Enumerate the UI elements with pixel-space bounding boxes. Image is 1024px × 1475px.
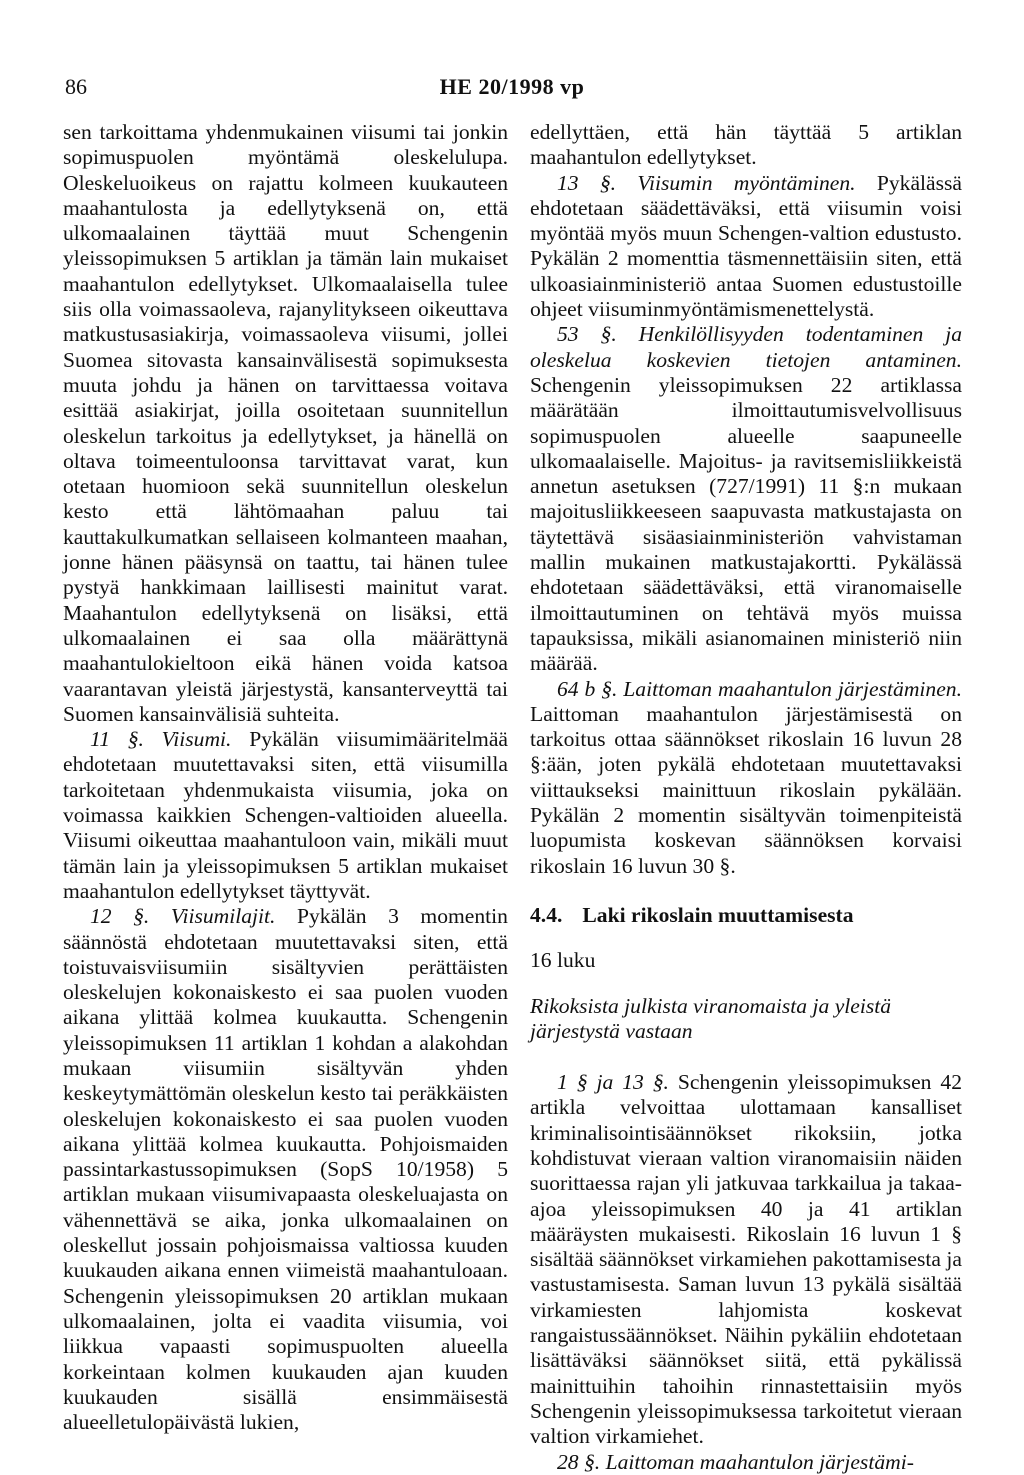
section-title: 13 §. Viisumin myöntäminen. (557, 170, 856, 195)
section-title: 12 §. Viisumilajit. (90, 904, 276, 929)
section-body: Pykälän 3 momentin säännöstä ehdotetaan muutettavaksi siten, että toistuvaisviisumiin sisältyvien perättäisten oleskelujen kokonaiskesto ei saa puolen vuoden aikana ylittää kolmea kuukautta. Schengenin yleissopimuksen 11 artiklan 1 kohdan a alakohdan mukaan viisumiin sisältyvän yhden keskeytymättömän oleskelun kesto tai peräkkäisten oleskelujen kokonaiskesto ei saa puolen vuoden aikana ylittää kolmea kuukautta. Pohjoismaiden passintarkastussopimuksen (SopS 10/1958) 5 artiklan mukaan viisumivapaasta oleskeluajasta on vähennettävä se aika, jonka ulkomaalainen on oleskellut jossain pohjoismaissa valtiossa kuuden kuukauden aikana ennen viimeistä maahantuloaan. Schengenin yleissopimuksen 20 artiklan mukaan ulkomaalainen, jolta ei vaadita viisumia, voi liikkua vapaasti sopimuspuolten alueella korkeintaan kolmen kuukauden ajan kuuden kuukauden sisällä ensimmäisestä alueelletulopäivästä lukien, (63, 904, 508, 1435)
paragraph: edellyttäen, että hän täyttää 5 artiklan maahantulon edellytykset. (530, 120, 962, 170)
section-paragraph (530, 322, 962, 676)
page-number: 86 (65, 74, 87, 99)
section-title: 64 b §. Laittoman maahantulon järjestäminen. (557, 676, 962, 701)
section-paragraph (530, 1070, 962, 1449)
section-title: 1 § ja 13 §. (557, 1070, 669, 1095)
section-body: Schengenin yleissopimuksen 22 artiklassa määrätään ilmoittautumisvelvollisuus sopimuspuolen alueelle saapuneelle ulkomaalaiselle. Majoitus- ja ravitsemisliikkeistä annetun asetuksen (727/1991) 11 §:n mukaan majoitusliikkeeseen saapuvasta matkustajasta on täytettävä sisäasiainministeriön vahvistaman mallin mukainen matkustajakortti. Pykälässä ehdotetaan säädettäväksi, että viranomaiselle ilmoittautuminen on tehtävä myös muissa tapauksissa, mikäli asianomainen ministeriö niin määrää. (530, 372, 962, 676)
section-body: Pykälässä ehdotetaan säädettäväksi, että viisumin voisi myöntää myös muun Schengen-valtion edustusto. Pykälän 2 momenttia täsmennettäisiin siten, että ulkoasiainministeriö antaa Suomen edustustoille ohjeet viisuminmyöntämismenettelystä. (530, 170, 963, 322)
paragraph: sen tarkoittama yhdenmukainen viisumi tai jonkin sopimuspuolen myöntämä oleskelulupa. Oleskeluoikeus on rajattu kolmeen kuukauteen maahantulosta ja edellytyksenä on, että ulkomaalainen täyttää muut Schengenin yleissopimuksen 5 artiklan ja tämän lain mukaiset maahantulon edellytykset. Ulkomaalaisella tulee siis olla voimassaoleva, rajanylitykseen oikeuttava matkustusasiakirja, voimassaoleva viisumi, jollei Suomea sitovasta kansainvälisestä sopimuksesta muuta johdu ja hänen on tarvittaessa voitava esittää asiakirjat, joilla osoitetaan suunnitellun oleskelun tarkoitus ja edellytykset, ja hänellä on oltava toimeentuloonsa tarvittavat varat, kun otetaan huomioon sekä suunnitellun oleskelun kesto että lähtömaahan paluu tai kauttakulkumatkan sellaiseen kolmanteen maahan, jonne hänen pääsynsä on taattu, tai hänen tulee pystyä hankkimaan laillisesti mainitut varat. Maahantulon edellytyksenä on lisäksi, että ulkomaalainen ei saa olla määrättynä maahantulokieltoon eikä hänen voida katsoa vaarantavan yleistä järjestystä, kansanterveyttä tai Suomen kansainvälisiä suhteita. (63, 120, 508, 726)
section-heading (530, 903, 962, 928)
section-title: 28 §. Laittoman maahantulon järjestämi- (557, 1449, 914, 1474)
right-column (530, 120, 962, 1475)
section-paragraph (63, 727, 508, 904)
section-body: Pykälän viisumimääritelmää ehdotetaan muutettavaksi siten, että viisumilla tarkoitetaan yhdenmukaista viisumia, joka on voimassa kaikkien Schengen-valtioiden alueella. Viisumi oikeuttaa maahantuloon vain, mikäli muut tämän lain ja yleissopimuksen 5 artiklan mukaiset maahantulon edellytykset täyttyvät. (63, 727, 508, 903)
section-paragraph (530, 1450, 962, 1475)
section-body: Schengenin yleissopimuksen 42 artikla velvoittaa ulottamaan kansalliset kriminalisointisäännökset rikoksiin, jotka kohdistuvat vieraan valtion viranomaisiin näiden suorittaessa rajan yli jatkuvaa tarkkailua ja takaa-ajoa yleissopimuksen 40 ja 41 artiklan määräysten mukaisesti. Rikoslain 16 luvun 1 § sisältää säännökset virkamiehen pakottamisesta ja vastustamisesta. Saman luvun 13 pykälä sisältää virkamiesten lahjomista koskevat rangaistussäännökset. Näihin pykäliin ehdotetaan lisättäväksi säännökset siitä, että pykälissä mainittuihin tahoihin rinnastettaisiin myös Schengenin yleissopimuksessa tarkoitetut vieraan valtion virkamiehet. (530, 1070, 962, 1449)
section-body: Laittoman maahantulon järjestämisestä on tarkoitus ottaa säännökset rikoslain 16 luvun 28 §:ään, joten pykälä ehdotetaan muutettavaksi viittaukseksi mainittuun rikoslain pykälään. Pykälän 2 momentin sisältyvän toimenpiteistä luopumista koskevan säännöksen korvaisi rikoslain 16 luvun 30 §. (530, 701, 962, 878)
left-column (63, 120, 508, 1435)
running-head: HE 20/1998 vp (439, 74, 585, 99)
section-title: 53 §. Henkilöllisyyden todentaminen ja oleskelua koskevien tietojen antaminen. (530, 322, 962, 372)
section-paragraph (530, 171, 962, 323)
chapter-number: 16 luku (530, 948, 596, 973)
heading-text: Laki rikoslain muuttamisesta (582, 902, 854, 927)
section-title: 11 §. Viisumi. (90, 727, 232, 752)
chapter-title: Rikoksista julkista viranomaista ja yleistä järjestystä vastaan (530, 993, 892, 1043)
page-header (0, 74, 1024, 114)
section-paragraph (63, 904, 508, 1435)
heading-number: 4.4. (530, 902, 563, 927)
section-paragraph (530, 677, 962, 879)
